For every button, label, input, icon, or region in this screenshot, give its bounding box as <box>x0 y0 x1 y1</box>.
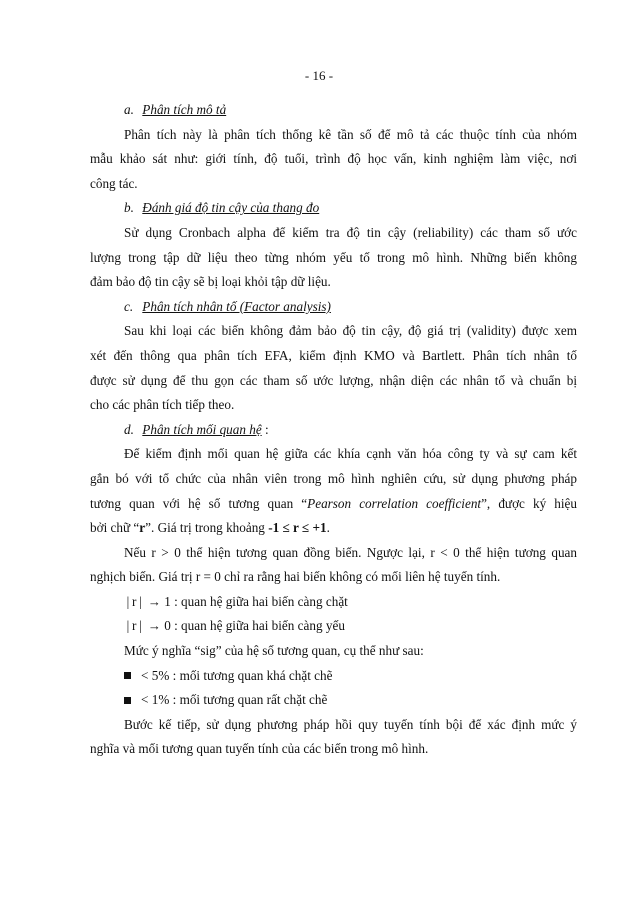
abs-line-1 <box>90 590 577 615</box>
page-number: - 16 - <box>304 68 334 83</box>
final-line-1: Bước kế tiếp, sử dụng phương pháp hồi quy tuyến tính bội để xác định mức ý <box>124 716 577 732</box>
abs-r-1 <box>124 590 144 615</box>
range-pre: ”. Giá trị trong khoảng <box>145 520 269 536</box>
section-d-title: Phân tích mối quan hệ <box>142 421 262 437</box>
section-a-line-2: mẫu khảo sát như: giới tính, độ tuổi, trình độ học vấn, kinh nghiệm làm việc, nơi <box>90 151 577 167</box>
abs-var: r <box>132 593 137 609</box>
abs-text-2: → 0 : quan hệ giữa hai biến càng yếu <box>144 618 345 634</box>
section-d-line-4 <box>90 516 577 541</box>
section-a-letter: a. <box>124 102 134 117</box>
section-a-line-1: Phân tích này là phân tích thống kê tần số để mô tả các thuộc tính của nhóm <box>124 126 577 142</box>
section-b-heading <box>90 196 577 221</box>
section-a-heading <box>90 98 577 123</box>
pearson-post: ”, được ký hiệu <box>481 495 577 511</box>
section-c-line-3: được sử dụng để thu gọn các tham số ước lượng, nhận diện các nhân tố và chuẩn bị <box>90 372 577 388</box>
section-d-suffix: : <box>261 421 269 437</box>
section-d-line-5: Nếu r > 0 thể hiện tương quan đồng biến. Ngược lại, r < 0 thể hiện tương quan <box>124 544 577 560</box>
abs-bar-right: | <box>139 593 142 609</box>
section-b-line-2: lượng trong tập dữ liệu theo từng nhóm yếu tố trong mô hình. Những biến không <box>90 249 577 265</box>
abs-bar-right: | <box>139 618 142 634</box>
section-d-heading <box>90 418 577 443</box>
section-c-line-2: xét đến thông qua phân tích EFA, kiểm định KMO và Bartlett. Phân tích nhân tố <box>90 347 577 363</box>
bullet-item-1 <box>90 664 577 689</box>
section-d-letter: d. <box>124 421 134 437</box>
bullet-text-1: < 5% : mối tương quan khá chặt chẽ <box>141 667 333 683</box>
abs-bar-left: | <box>126 593 130 609</box>
section-a-title: Phân tích mô tả <box>142 102 227 117</box>
symbol-r: r <box>139 520 146 536</box>
pearson-pre: tương quan với hệ số tương quan “ <box>90 495 308 511</box>
section-c-title: Phân tích nhân tố (Factor analysis) <box>142 298 331 314</box>
final-line-2: nghĩa và mối tương quan tuyến tính của các biến trong mô hình. <box>90 741 429 757</box>
abs-var: r <box>132 618 137 634</box>
section-d-line-1: Để kiểm định mối quan hệ giữa các khía cạnh văn hóa công ty và sự cam kết <box>124 446 577 462</box>
range-post: . <box>326 520 330 536</box>
square-bullet-icon <box>124 697 131 704</box>
abs-bar-left: | <box>126 618 130 634</box>
section-c-heading <box>90 295 577 320</box>
section-d-line-2: gắn bó với tổ chức của nhân viên trong mô hình nghiên cứu, sử dụng phương pháp <box>90 470 577 486</box>
abs-text-1: → 1 : quan hệ giữa hai biến càng chặt <box>144 593 348 609</box>
section-c-line-4: cho các phân tích tiếp theo. <box>90 397 235 413</box>
section-b-title: Đánh giá độ tin cậy của thang đo <box>142 200 320 216</box>
section-b-letter: b. <box>124 200 134 216</box>
square-bullet-icon <box>124 672 131 679</box>
sig-line: Mức ý nghĩa “sig” của hệ số tương quan, cụ thể như sau: <box>124 643 424 659</box>
bullet-text-2: < 1% : mối tương quan rất chặt chẽ <box>141 692 328 708</box>
section-d-line-3 <box>90 492 577 517</box>
range-value: -1 ≤ r ≤ +1 <box>268 520 327 536</box>
bullet-item-2 <box>90 688 577 713</box>
section-b-line-3: đảm bảo độ tin cậy sẽ bị loại khỏi tập dữ liệu. <box>90 274 331 290</box>
section-c-line-1: Sau khi loại các biến không đảm bảo độ tin cậy, độ giá trị (validity) được xem <box>124 323 577 339</box>
abs-r-2 <box>124 614 144 639</box>
section-c-letter: c. <box>124 298 134 314</box>
pearson-term: Pearson correlation coefficient <box>307 495 482 511</box>
section-a-line-3: công tác. <box>90 175 138 191</box>
page-content <box>90 98 577 762</box>
section-d-line-6: nghịch biến. Giá trị r = 0 chỉ ra rằng hai biến không có mối liên hệ tuyến tính. <box>90 569 501 585</box>
section-b-line-1: Sử dụng Cronbach alpha để kiểm tra độ tin cậy (reliability) các tham số ước <box>124 224 577 240</box>
symbol-pre: bởi chữ “ <box>90 520 140 536</box>
abs-line-2 <box>90 614 577 639</box>
